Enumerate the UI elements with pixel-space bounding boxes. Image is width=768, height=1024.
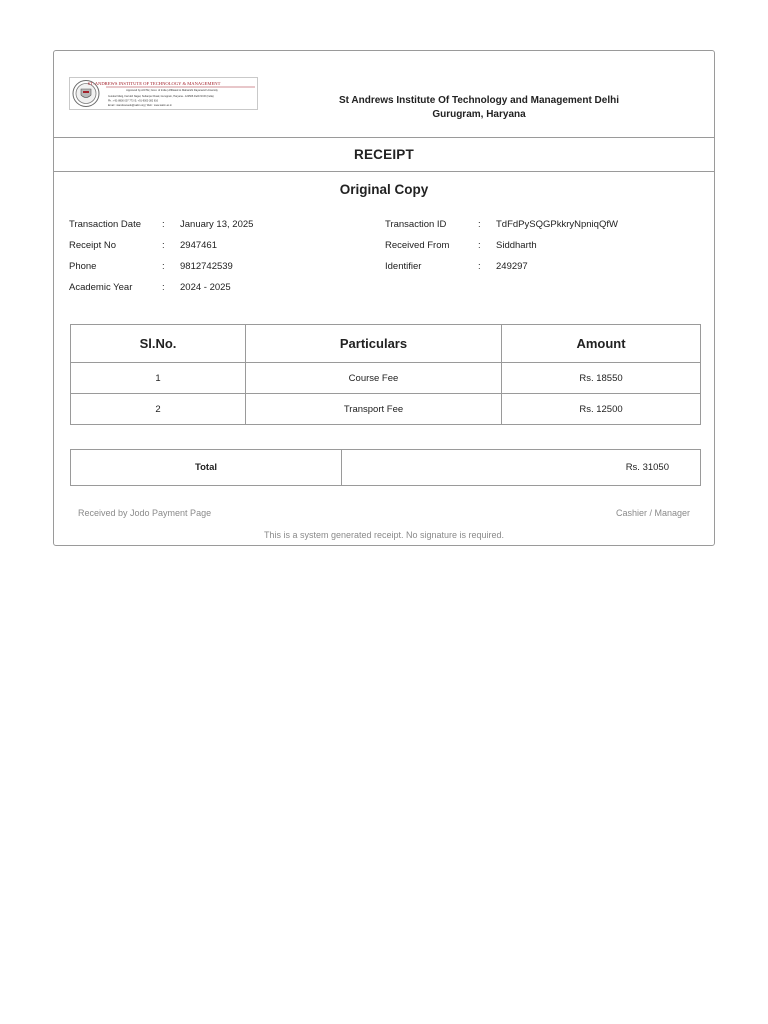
info-separator: :: [162, 240, 165, 251]
table-header-row: [71, 325, 701, 363]
info-value: January 13, 2025: [180, 219, 254, 230]
info-separator: :: [162, 219, 165, 230]
logo-address: Gurukul Marg, Farrukh Nagar, Sultanpur Road, Gurugram, Haryana - 122506 Delhi NCR (India): [108, 95, 214, 98]
total-label: Total: [71, 450, 342, 486]
institute-name-line1: St Andrews Institute Of Technology and Management Delhi: [338, 95, 620, 106]
total-table: [70, 449, 701, 486]
info-label: Phone: [69, 261, 97, 272]
logo-affiliation: Approved by AICTE | Govt. of India | Affiliated to Maharishi Dayanand University: [126, 89, 218, 92]
info-row-identifier: [385, 261, 618, 282]
info-value: 2947461: [180, 240, 217, 251]
info-row-received-from: [385, 240, 618, 261]
info-label: Academic Year: [69, 282, 133, 293]
receipt-title: RECEIPT: [54, 138, 714, 172]
info-row-transaction-id: [385, 219, 618, 240]
cell-particulars: Course Fee: [246, 363, 502, 394]
info-label: Transaction Date: [69, 219, 141, 230]
institute-name: [314, 94, 644, 121]
info-value: 2024 - 2025: [180, 282, 231, 293]
total-amount: Rs. 31050: [342, 450, 701, 486]
column-header-sl-no: Sl.No.: [71, 325, 246, 363]
institute-logo: [69, 77, 258, 110]
logo-contact: Email : standrewsedu@saitm.org | Web : www.saitm.ac.in: [108, 104, 172, 107]
info-row-receipt-no: [69, 240, 253, 261]
info-separator: :: [478, 219, 481, 230]
info-row-phone: [69, 261, 253, 282]
received-by-text: Received by Jodo Payment Page: [78, 508, 212, 518]
column-header-amount: Amount: [502, 325, 701, 363]
info-value: Siddharth: [496, 240, 537, 251]
table-row: [71, 394, 701, 425]
cell-amount: Rs. 18550: [502, 363, 701, 394]
info-separator: :: [478, 261, 481, 272]
info-label: Identifier: [385, 261, 422, 272]
info-separator: :: [478, 240, 481, 251]
info-separator: :: [162, 282, 165, 293]
info-value: 249297: [496, 261, 528, 272]
info-row-transaction-date: [69, 219, 253, 240]
info-value: 9812742539: [180, 261, 233, 272]
cell-sl-no: 2: [71, 394, 246, 425]
cell-particulars: Transport Fee: [246, 394, 502, 425]
cell-sl-no: 1: [71, 363, 246, 394]
info-row-academic-year: [69, 282, 253, 303]
table-row: [71, 363, 701, 394]
cashier-manager-text: Cashier / Manager: [615, 508, 690, 518]
logo-title: ST. ANDREWS INSTITUTE OF TECHNOLOGY & MANAGEMENT: [87, 81, 221, 86]
receipt-card: [53, 50, 715, 546]
copy-label: Original Copy: [339, 182, 429, 197]
total-row: [71, 450, 701, 486]
info-label: Received From: [385, 240, 450, 251]
info-separator: :: [162, 261, 165, 272]
info-value: TdFdPySQGPkkryNpniqQfW: [496, 219, 618, 230]
info-right: [385, 219, 618, 282]
info-left: [69, 219, 253, 303]
logo-phone: Ph.: +91-8800 007 773 /5, +91-9000 382 616: [108, 99, 159, 103]
fee-items-table: [70, 324, 701, 425]
cell-amount: Rs. 12500: [502, 394, 701, 425]
receipt-header: [54, 51, 714, 138]
institute-name-line2: Gurugram, Haryana: [432, 108, 526, 120]
column-header-particulars: Particulars: [246, 325, 502, 363]
info-label: Transaction ID: [385, 219, 447, 230]
system-generated-note: This is a system generated receipt. No signature is required.: [263, 530, 505, 540]
info-label: Receipt No: [69, 240, 116, 251]
